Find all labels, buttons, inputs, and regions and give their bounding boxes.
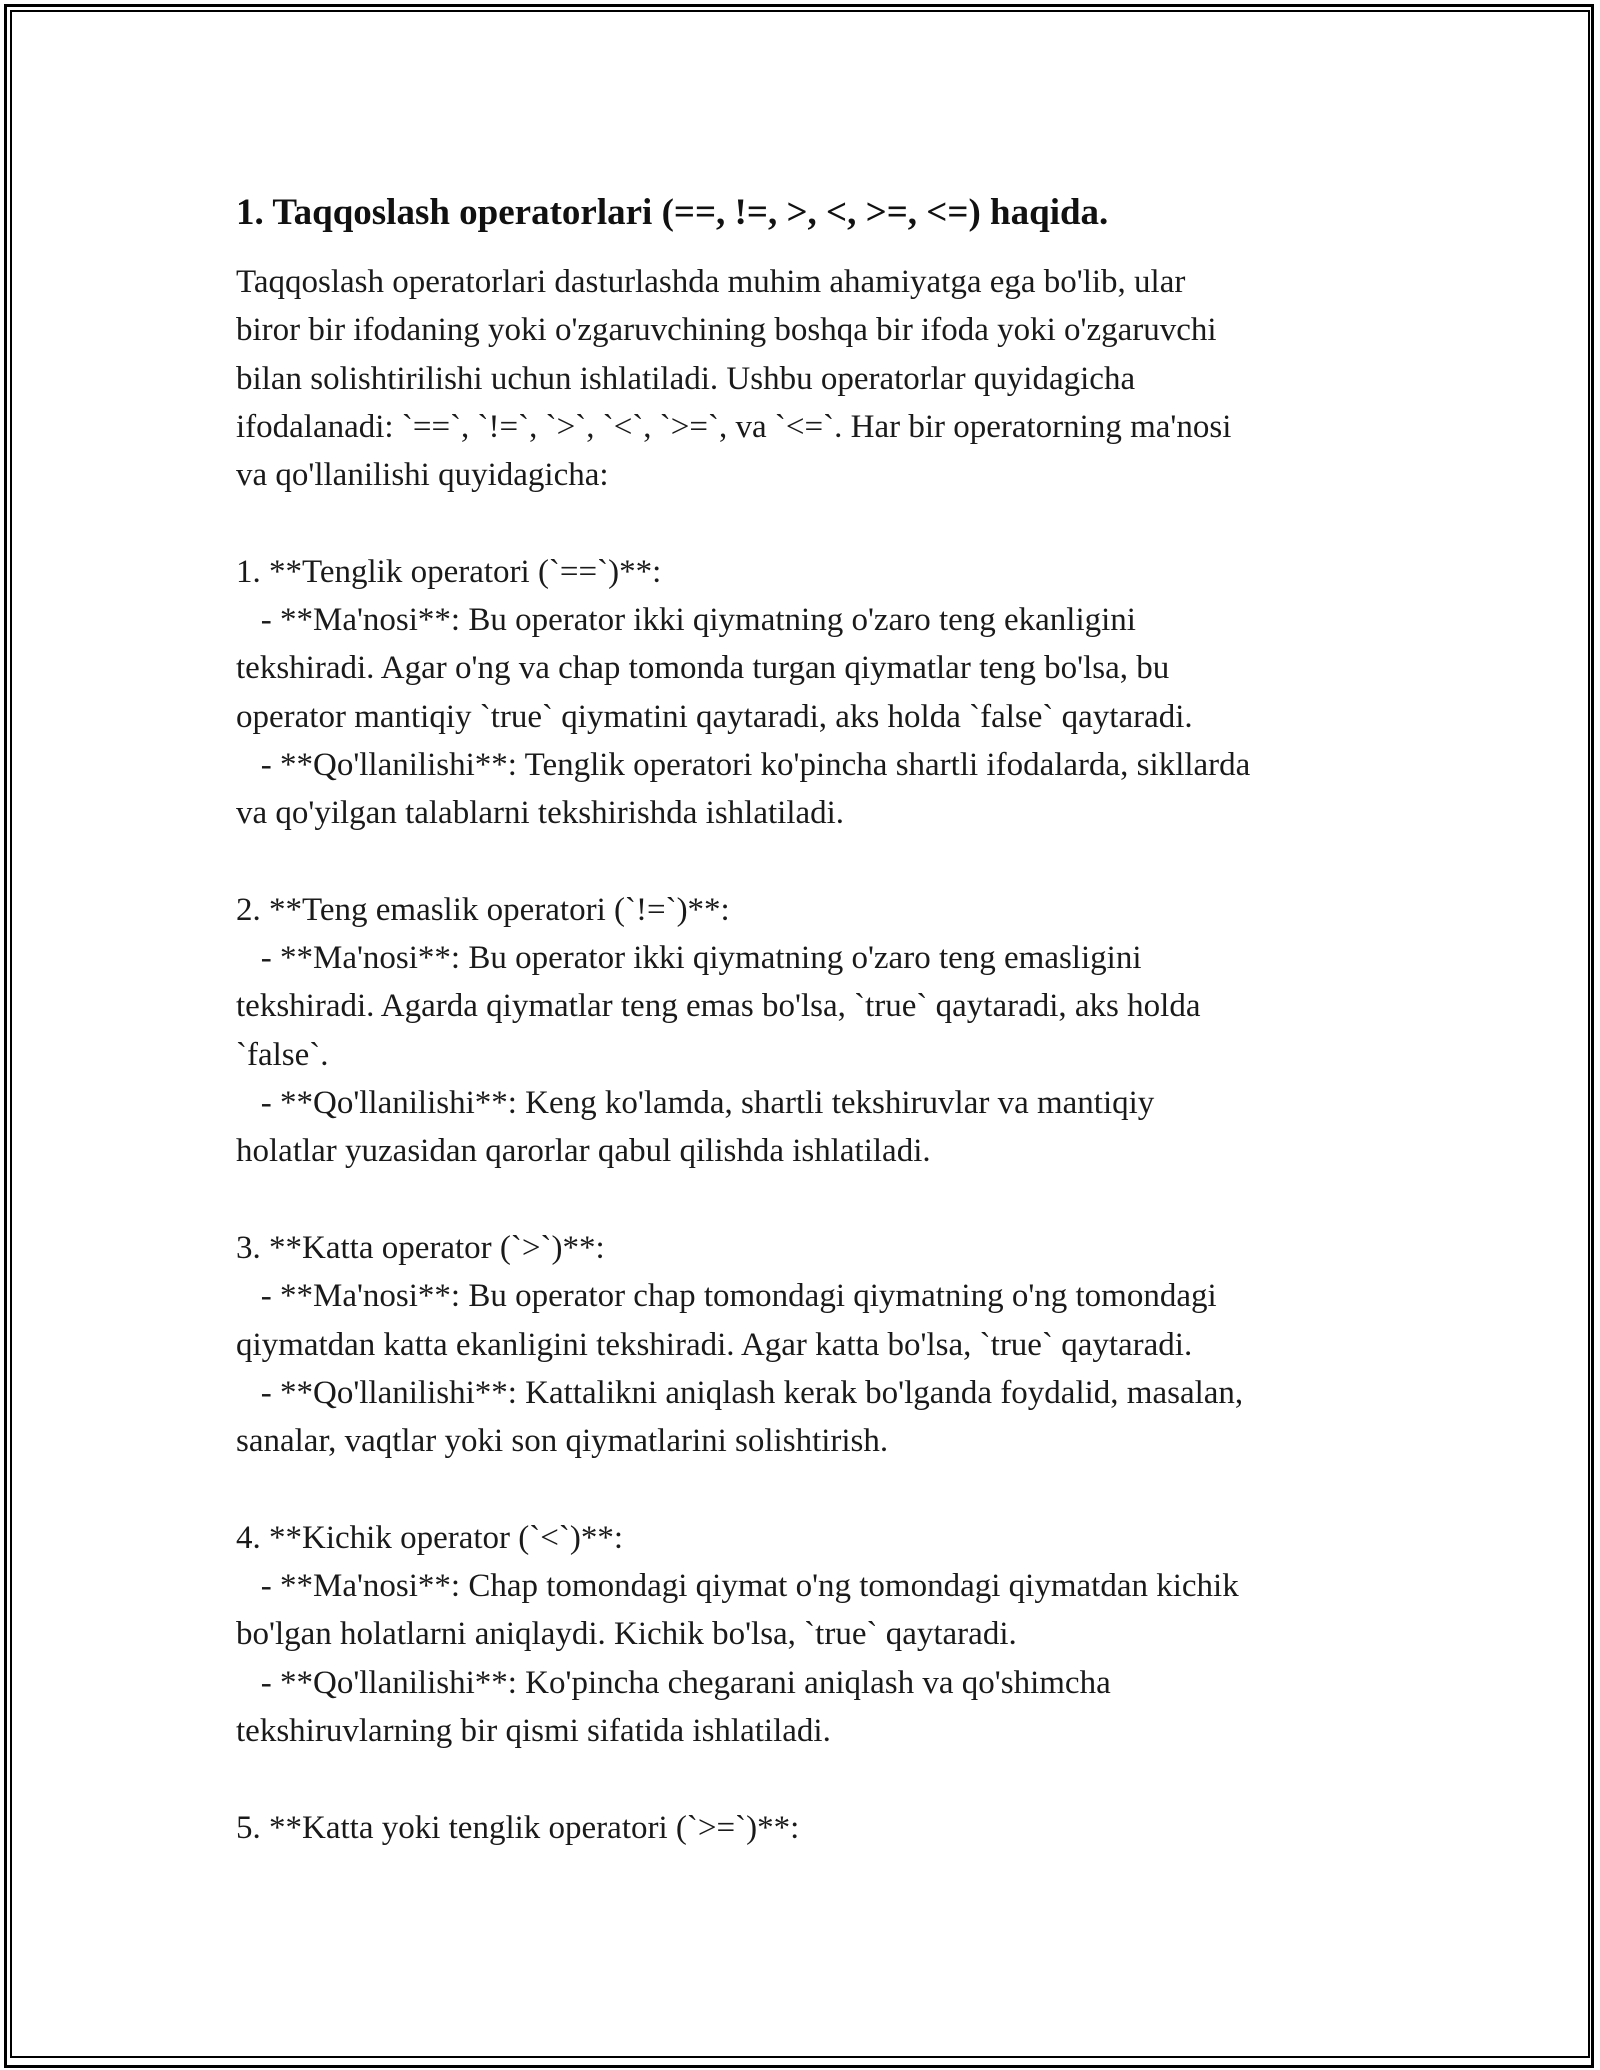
text-line: Taqqoslash operatorlari dasturlashda muhim ahamiyatga ega bo'lib, ular: [236, 264, 1186, 300]
section-equality-operator: [236, 548, 1396, 838]
text-line: - **Ma'nosi**: Bu operator ikki qiymatning o'zaro teng ekanligini: [236, 602, 1136, 639]
text-line: holatlar yuzasidan qarorlar qabul qilishda ishlatiladi.: [236, 1133, 931, 1170]
text-line: - **Qo'llanilishi**: Ko'pincha chegarani aniqlash va qo'shimcha: [236, 1664, 1111, 1701]
text-line: `false`.: [236, 1036, 329, 1073]
text-line: - **Ma'nosi**: Bu operator ikki qiymatning o'zaro teng emasligini: [236, 940, 1142, 977]
text-line: - **Ma'nosi**: Chap tomondagi qiymat o'ng tomondagi qiymatdan kichik: [236, 1568, 1239, 1605]
text-line: - **Ma'nosi**: Bu operator chap tomondagi qiymatning o'ng tomondagi: [236, 1278, 1217, 1315]
spacer: [236, 1176, 1396, 1224]
section-greater-operator: [236, 1224, 1396, 1465]
spacer: [236, 499, 1396, 547]
text-line: va qo'llanilishi quyidagicha:: [236, 457, 609, 494]
section-less-operator: [236, 1514, 1396, 1755]
text-line: - **Qo'llanilishi**: Tenglik operatori ko'pincha shartli ifodalarda, sikllarda: [236, 746, 1251, 783]
intro-paragraph: [236, 258, 1396, 499]
text-line: bilan solishtirilishi uchun ishlatiladi. Ushbu operatorlar quyidagicha: [236, 360, 1136, 397]
text-line: - **Qo'llanilishi**: Keng ko'lamda, shartli tekshiruvlar va mantiqiy: [236, 1085, 1155, 1122]
section-title: 1. **Tenglik operatori (`==`)**:: [236, 553, 662, 590]
section-title: 3. **Katta operator (`>`)**:: [236, 1229, 605, 1266]
text-line: tekshiradi. Agar o'ng va chap tomonda turgan qiymatlar teng bo'lsa, bu: [236, 650, 1170, 687]
document-heading: 1. Taqqoslash operatorlari (==, !=, >, <, >=, <=) haqida.: [236, 192, 1109, 233]
section-inequality-operator: [236, 886, 1396, 1176]
spacer: [236, 1465, 1396, 1513]
text-line: tekshiruvlarning bir qismi sifatida ishlatiladi.: [236, 1712, 831, 1749]
text-line: va qo'yilgan talablarni tekshirishda ishlatiladi.: [236, 795, 845, 832]
section-title: 5. **Katta yoki tenglik operatori (`>=`)**:: [236, 1809, 800, 1846]
text-line: tekshiradi. Agarda qiymatlar teng emas bo'lsa, `true` qaytaradi, aks holda: [236, 988, 1201, 1025]
spacer: [236, 838, 1396, 886]
section-title: 4. **Kichik operator (`<`)**:: [236, 1519, 623, 1556]
text-line: sanalar, vaqtlar yoki son qiymatlarini solishtirish.: [236, 1423, 889, 1460]
document-body: [236, 188, 1396, 1852]
spacer: [236, 1755, 1396, 1803]
text-line: bo'lgan holatlarni aniqlaydi. Kichik bo'lsa, `true` qaytaradi.: [236, 1616, 1017, 1653]
text-line: biror bir ifodaning yoki o'zgaruvchining boshqa bir ifoda yoki o'zgaruvchi: [236, 312, 1217, 349]
text-line: operator mantiqiy `true` qiymatini qaytaradi, aks holda `false` qaytaradi.: [236, 698, 1193, 735]
section-greater-or-equal-operator: [236, 1804, 1396, 1852]
text-line: - **Qo'llanilishi**: Kattalikni aniqlash kerak bo'lganda foydalid, masalan,: [236, 1374, 1244, 1411]
text-line: ifodalanadi: `==`, `!=`, `>`, `<`, `>=`, va `<=`. Har bir operatorning ma'nosi: [236, 408, 1232, 445]
section-title: 2. **Teng emaslik operatori (`!=`)**:: [236, 891, 730, 928]
text-line: qiymatdan katta ekanligini tekshiradi. Agar katta bo'lsa, `true` qaytaradi.: [236, 1326, 1193, 1363]
